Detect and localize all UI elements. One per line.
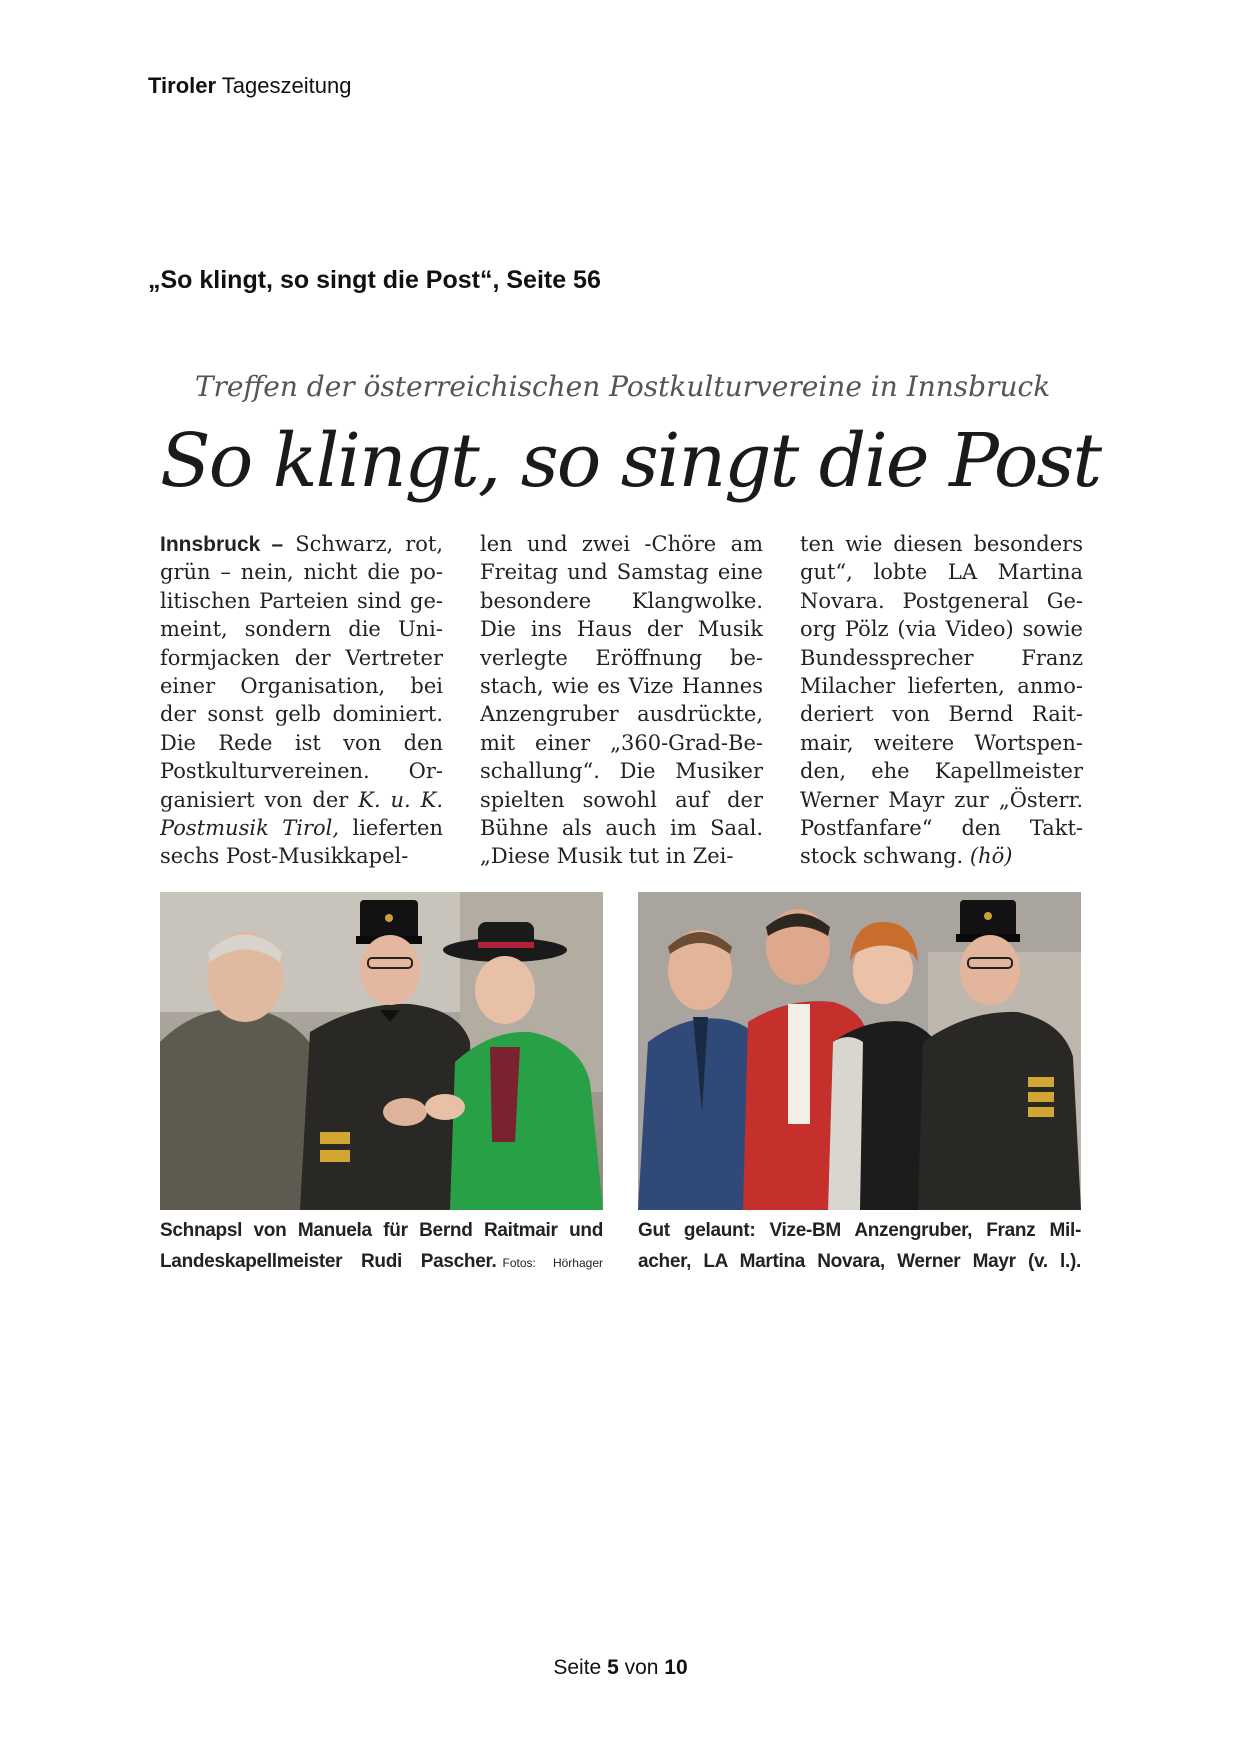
body-line: einer Organisation, bei xyxy=(160,673,443,698)
body-line: der sonst gelb dominiert. xyxy=(160,702,443,727)
caption-line: Schnapsl von Manuela für Bernd Raitmair und xyxy=(160,1220,603,1241)
brand-regular: Tageszeitung xyxy=(221,73,352,98)
body-line: Postfanfare“ den Takt- xyxy=(800,815,1083,840)
page-title: „So klingt, so singt die Post“, Seite 56 xyxy=(148,266,601,294)
caption-line: Landeskapellmeister Rudi Pascher. Fotos: Hörhager xyxy=(160,1251,603,1272)
body-line: stock schwang. (hö) xyxy=(800,844,1013,869)
body-line: verlegte Eröffnung be- xyxy=(480,645,763,670)
body-line: Novara. Postgeneral Ge- xyxy=(800,588,1083,613)
body-line: Anzengruber ausdrückte, xyxy=(480,702,763,727)
body-line: formjacken der Vertreter xyxy=(160,645,443,670)
photo-group-four xyxy=(638,892,1081,1210)
caption-line: Gut gelaunt: Vize-BM Anzengruber, Franz Mil- xyxy=(638,1220,1081,1241)
dateline: Innsbruck – xyxy=(160,533,284,556)
photo-schnapsl-handover xyxy=(160,892,603,1210)
body-line: stach, wie es Vize Hannes xyxy=(480,673,763,698)
body-line: Die Rede ist von den xyxy=(160,730,443,755)
body-line: schallung“. Die Musiker xyxy=(480,759,763,784)
body-line: Die ins Haus der Musik xyxy=(480,617,763,642)
page-footer: Seite 5 von 10 xyxy=(553,1656,688,1679)
body-line: Bühne als auch im Saal. xyxy=(480,815,763,840)
body-line: len und zwei -Chöre am xyxy=(480,532,763,556)
author-initials: (hö) xyxy=(969,844,1013,869)
newspaper-clipping xyxy=(160,370,1101,1280)
body-line: ten wie diesen besonders xyxy=(800,532,1083,556)
total-page-count: 10 xyxy=(664,1656,688,1679)
body-line: Postmusik Tirol, lieferten xyxy=(160,815,443,840)
body-line: Bundessprecher Franz xyxy=(800,645,1083,670)
brand-bold: Tiroler xyxy=(148,73,217,98)
body-line: Freitag und Samstag eine xyxy=(480,560,763,585)
current-page-number: 5 xyxy=(607,1656,619,1679)
photo-caption-2 xyxy=(638,1215,1081,1277)
caption-line: acher, LA Martina Novara, Werner Mayr (v. l.). xyxy=(638,1251,1081,1272)
body-line: ganisiert von der K. u. K. xyxy=(160,787,443,812)
body-line: Milacher lieferten, anmo- xyxy=(800,673,1083,698)
body-line: grün – nein, nicht die po- xyxy=(160,560,443,585)
article-column-1 xyxy=(160,530,443,871)
body-line: Postkulturvereinen. Or- xyxy=(160,759,443,784)
article-kicker: Treffen der österreichischen Postkulturvereine in Innsbruck xyxy=(194,370,1051,403)
body-line: org Pölz (via Video) sowie xyxy=(800,617,1083,642)
photo-credit: Fotos: Hörhager xyxy=(502,1256,603,1270)
article-headline: So klingt, so singt die Post xyxy=(160,418,1101,504)
body-line: spielten sowohl auf der xyxy=(480,787,763,812)
photo-caption-1 xyxy=(160,1215,603,1279)
body-line: Werner Mayr zur „Österr. xyxy=(800,787,1083,812)
publication-brand xyxy=(148,73,351,99)
body-line: deriert von Bernd Rait- xyxy=(800,702,1083,727)
body-line: meint, sondern die Uni- xyxy=(160,617,443,642)
photo-illustration xyxy=(160,892,603,1210)
body-line: sechs Post-Musikkapel- xyxy=(160,844,409,869)
body-line: „Diese Musik tut in Zei- xyxy=(480,844,734,869)
body-line: mit einer „360-Grad-Be- xyxy=(480,730,763,755)
body-line: besondere Klangwolke. xyxy=(480,588,763,613)
article-column-2 xyxy=(480,530,763,871)
body-line: den, ehe Kapellmeister xyxy=(800,759,1083,784)
body-line: litischen Parteien sind ge- xyxy=(160,588,443,613)
body-line: gut“, lobte LA Martina xyxy=(800,560,1083,585)
photo-illustration xyxy=(638,892,1081,1210)
body-line: mair, weitere Wortspen- xyxy=(800,730,1083,755)
article-column-3 xyxy=(800,530,1083,871)
body-line: Innsbruck – Schwarz, rot, xyxy=(160,532,443,556)
